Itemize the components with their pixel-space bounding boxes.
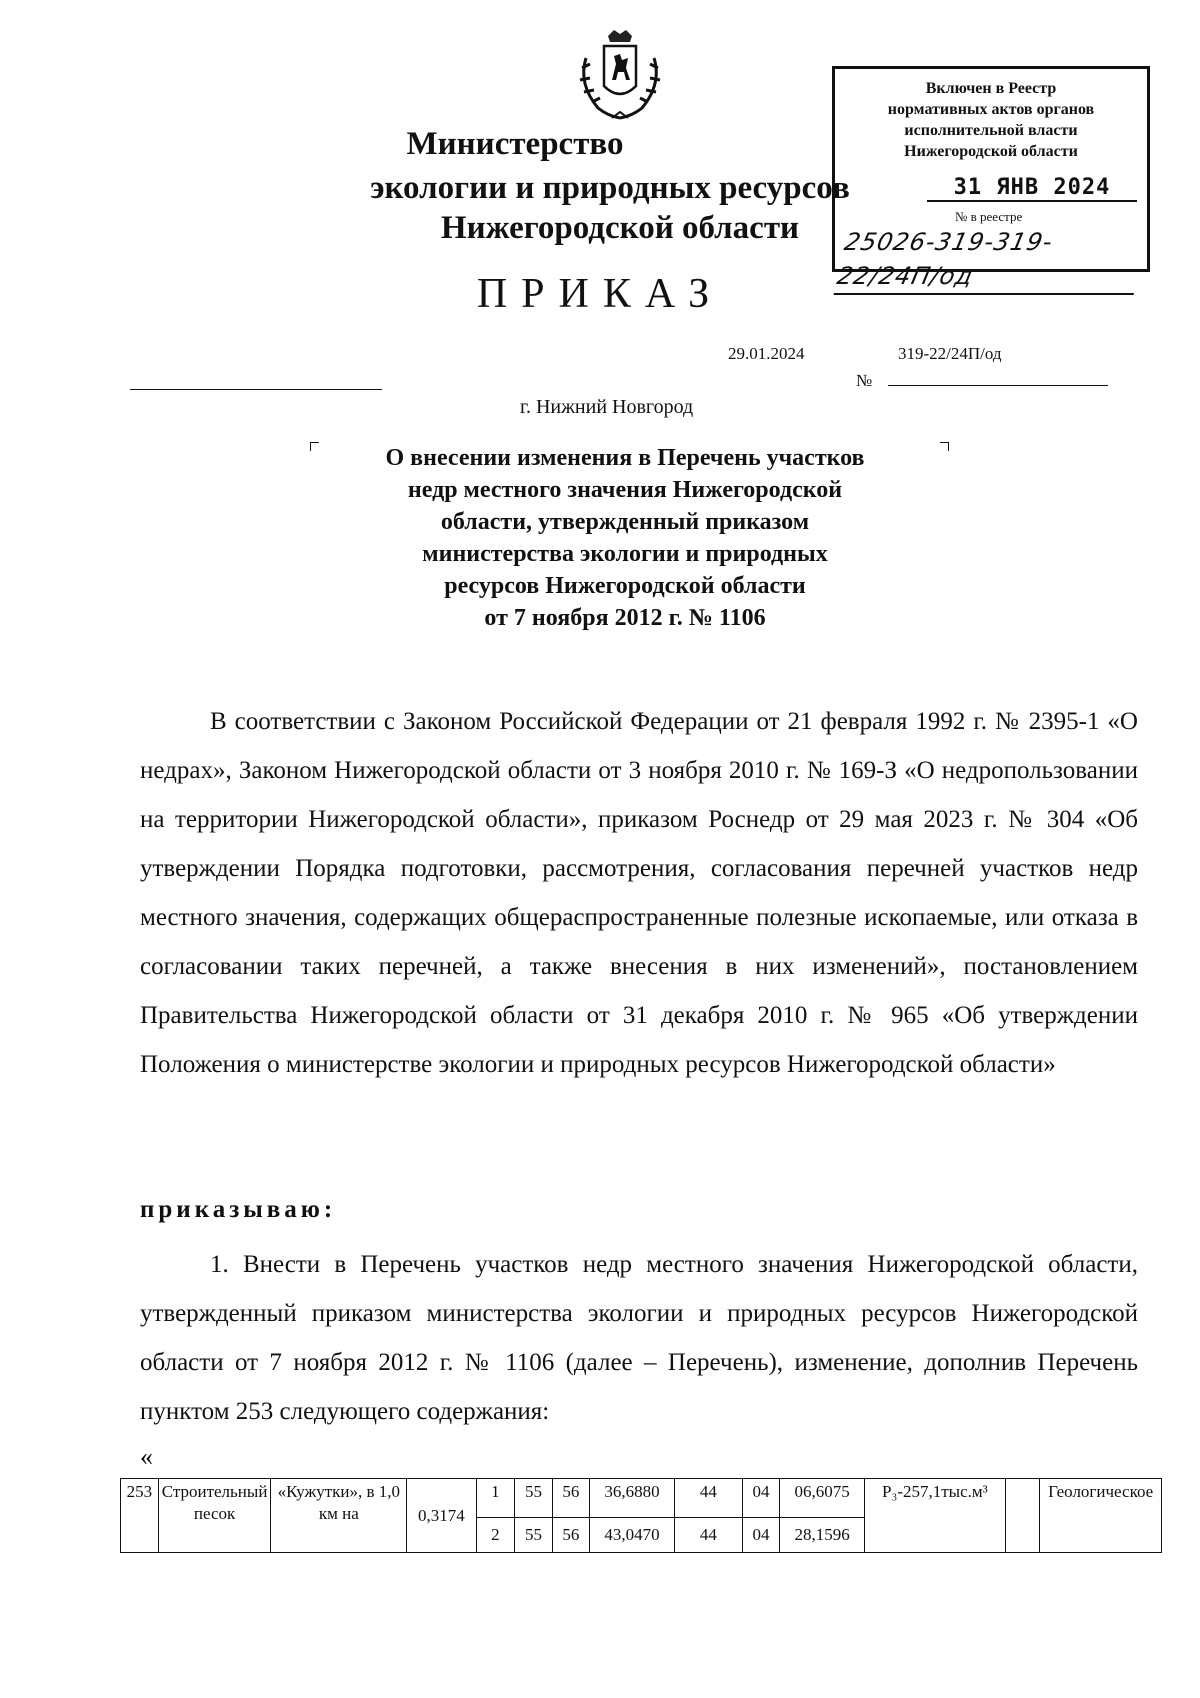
coat-of-arms-icon [572,28,668,124]
item-1-paragraph [140,1240,1138,1436]
preamble-text: В соответствии с Законом Российской Федерации от 21 февраля 1992 г. № 2395-1 «О недрах», Законом Нижегородской области от 3 ноября 2010 г. № 169-З «О недропользовании на территории Нижегородской области», приказом Роснедр от 29 мая 2023 г. № 304 «Об утверждении Порядка подготовки, рассмотрения, согласования перечней участков недр местного значения, содержащих общераспространенные полезные ископаемые, или отказа в согласовании таких перечней, а также внесения в них изменений», постановлением Правительства Нижегородской области от 31 декабря 2010 г. № 965 «Об утверждении Положения о министерстве экологии и природных ресурсов Нижегородской области» [140,708,1138,1078]
cell-lon-deg: 44 [674,1479,742,1518]
organization-name-line-1: Министерство [406,126,624,162]
cell-purpose: Геологическое [1040,1479,1162,1553]
cell-area: 0,3174 [407,1479,476,1553]
subject-corner-left [310,442,319,451]
subject-line-5: ресурсов Нижегородской области [444,573,806,599]
subject-line-4: министерства экологии и природных [422,541,828,567]
cell-lat-min: 56 [552,1518,589,1553]
stamp-registry-number: 25026-319-319-22/24П/од [834,225,1149,295]
cell-lon-sec: 28,1596 [780,1518,865,1553]
preamble-paragraph [140,697,1138,1089]
organization-name-line-2: экологии и природных ресурсов [370,170,850,206]
cell-lat-min: 56 [552,1479,589,1518]
item-1-text: 1. Внести в Перечень участков недр местного значения Нижегородской области, утвержденный приказом министерства экологии и природных ресурсов Нижегородской области от 7 ноября 2012 г. № 1106 (далее – Перечень), изменение, дополнив Перечень пунктом 253 следующего содержания: [140,1251,1138,1425]
stamp-text-line-4: Нижегородской области [904,143,1078,160]
cell-lat-deg: 55 [515,1518,552,1553]
cell-number: 253 [121,1479,159,1553]
cell-resources: P₃-257,1тыс.м³ [865,1479,1006,1553]
order-word: приказываю: [140,1196,337,1223]
number-sign: № [856,371,873,390]
date-underline [130,389,382,390]
subject-corner-right [940,442,949,451]
stamp-text-line-2: нормативных актов органов [887,101,1095,118]
cell-lon-sec: 06,6075 [780,1479,865,1518]
document-date: 29.01.2024 [728,344,805,363]
organization-name-line-3: Нижегородской области [440,210,800,246]
cell-plot-name: «Кужутки», в 1,0 км на [271,1479,407,1553]
cell-point-number: 1 [476,1479,515,1518]
cell-lon-deg: 44 [674,1518,742,1553]
cell-lat-sec: 43,0470 [590,1518,675,1553]
subject-line-6: от 7 ноября 2012 г. № 1106 [484,605,766,631]
stamp-text-line-3: исполнительной власти [904,122,1078,139]
subject-line-3: области, утвержденный приказом [440,509,810,535]
cell-lat-sec: 36,6880 [590,1479,675,1518]
city: г. Нижний Новгород [520,396,694,418]
document-title: ПРИКАЗ [476,271,724,317]
table-row [121,1479,1162,1518]
subject-line-1: О внесении изменения в Перечень участков [385,445,865,471]
stamp-text-line-1: Включен в Реестр [925,80,1057,97]
stamp-registry-label: № в реестре [955,209,1023,224]
number-underline [888,385,1108,386]
document-number: 319-22/24П/од [898,344,1002,363]
registry-stamp [832,66,1150,290]
cell-lat-deg: 55 [515,1479,552,1518]
cell-extra [1005,1479,1040,1553]
opening-quote: « [140,1442,153,1471]
cell-lon-min: 04 [742,1518,779,1553]
subject-line-2: недр местного значения Нижегородской [407,477,843,503]
cell-point-number: 2 [476,1518,515,1553]
cell-lon-min: 04 [742,1479,779,1518]
cell-mineral: Строительный песок [158,1479,271,1553]
stamp-date: 31 ЯНВ 2024 [927,175,1137,202]
subsoil-plot-table [120,1478,1162,1553]
